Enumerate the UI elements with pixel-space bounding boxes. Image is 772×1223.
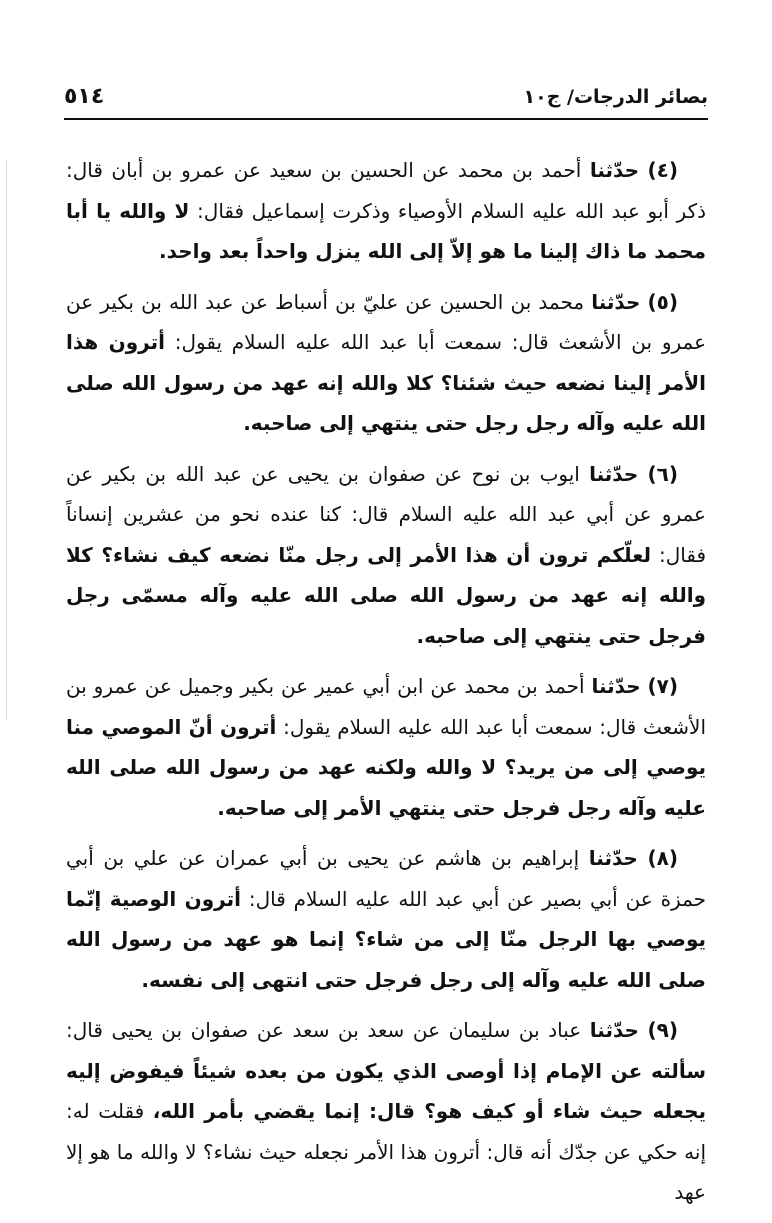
hadith-chain: أحمد بن محمد عن الحسين بن سعيد عن عمرو بن أبان قال: ذكر أبو عبد الله عليه السلام الأوصياء وذكرت إسماعيل فقال: bbox=[66, 158, 707, 223]
hadith-8 bbox=[66, 838, 706, 1000]
hadith-chain: ايوب بن نوح عن صفوان بن يحيى عن عبد الله بن بكير عن عمرو عن أبي عبد الله عليه السلام قال: كنا عنده نحو من عشرين إنساناً فقال: bbox=[66, 461, 707, 567]
hadith-number: (٧) bbox=[647, 674, 679, 698]
page-header bbox=[64, 82, 708, 116]
hadith-number: (٦) bbox=[647, 461, 679, 486]
hadith-5 bbox=[66, 282, 706, 444]
page-body bbox=[66, 150, 706, 1223]
hadith-6 bbox=[66, 454, 706, 657]
hadith-text: لا والله يا أبا محمد ما ذاك إلينا ما هو إلاّ إلى الله ينزل واحداً بعد واحد. bbox=[66, 198, 706, 263]
haddathana: حدّثنا bbox=[589, 158, 640, 182]
haddathana: حدّثنا bbox=[591, 674, 641, 698]
hadith-chain: أحمد بن محمد عن ابن أبي عمير عن بكير وجميل عن عمرو بن الأشعث قال: سمعت أبا عبد الله عليه السلام يقول: bbox=[66, 674, 707, 739]
page-number: ٥١٤ bbox=[64, 84, 105, 109]
hadith-chain: إبراهيم بن هاشم عن يحيى بن أبي عمران عن علي بن أبي حمزة عن أبي بصير عن أبي عبد الله عليه السلام قال: bbox=[66, 846, 707, 911]
haddathana: حدّثنا bbox=[589, 1018, 639, 1042]
hadith-text: أترون هذا الأمر إلينا نضعه حيث شئنا؟ كلا والله إنه عهد من رسول الله صلى الله عليه وآله رجل رجل حتى ينتهي إلى صاحبه. bbox=[66, 330, 706, 435]
hadith-text: أترون أنّ الموصي منا يوصي إلى من يريد؟ لا والله ولكنه عهد من رسول الله صلى الله عليه وآله رجل فرجل حتى ينتهي الأمر إلى صاحبه. bbox=[66, 714, 706, 820]
haddathana: حدّثنا bbox=[588, 846, 638, 870]
hadith-text: أترون الوصية إنّما يوصي بها الرجل منّا إلى من شاء؟ إنما هو عهد من رسول الله صلى الله عليه وآله إلى رجل فرجل حتى انتهى إلى نفسه. bbox=[66, 886, 706, 992]
hadith-number: (٥) bbox=[647, 289, 679, 314]
hadith-9 bbox=[66, 1010, 706, 1213]
hadith-chain: عباد بن سليمان عن سعد بن سعد عن صفوان بن يحيى قال: bbox=[66, 1018, 582, 1042]
hadith-7 bbox=[66, 666, 706, 828]
header-divider bbox=[64, 118, 708, 120]
hadith-chain: محمد بن الحسين عن عليّ بن أسباط عن عبد الله بن بكير عن عمرو بن الأشعث قال: سمعت أبا عبد الله عليه السلام يقول: bbox=[66, 289, 707, 354]
hadith-text: سألته عن الإمام إذا أوصى الذي يكون من بعده شيئاً فيفوض إليه يجعله حيث شاء أو كيف هو؟ قال: إنما يقضي بأمر الله، bbox=[66, 1058, 706, 1123]
hadith-number: (٤) bbox=[647, 158, 679, 182]
haddathana: حدّثنا bbox=[589, 461, 639, 486]
hadith-tail: فقلت له: إنه حكي عن جدّك أنه قال: أترون هذا الأمر نجعله حيث نشاء؟ لا والله ما هو إلا عهد bbox=[66, 1099, 706, 1204]
hadith-number: (٩) bbox=[647, 1018, 679, 1042]
hadith-number: (٨) bbox=[647, 846, 679, 870]
scan-margin-line bbox=[6, 160, 7, 720]
hadith-4 bbox=[66, 150, 706, 272]
hadith-text: لعلّكم ترون أن هذا الأمر إلى رجل منّا نضعه كيف نشاء؟ كلا والله إنه عهد من رسول الله صلى الله عليه وآله مسمّى رجل فرجل حتى ينتهي إلى صاحبه. bbox=[66, 542, 706, 648]
running-title: بصائر الدرجات/ ج١٠ bbox=[523, 86, 708, 108]
haddathana: حدّثنا bbox=[591, 289, 641, 314]
